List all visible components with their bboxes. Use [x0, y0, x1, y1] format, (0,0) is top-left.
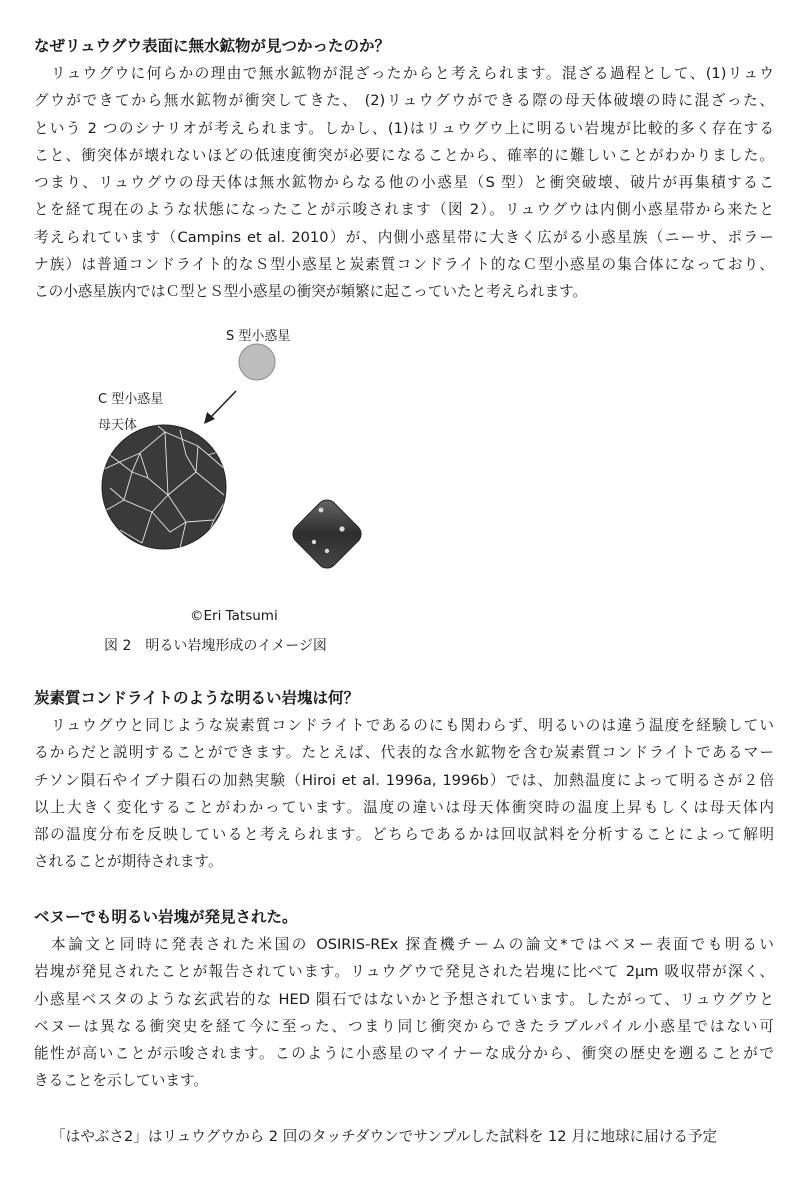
section-heading-bright-boulders: 炭素質コンドライトのような明るい岩塊は何？ — [34, 689, 360, 707]
paragraph-line: この小惑星族内ではＣ型とＳ型小惑星の衝突が頻繁に起こっていたと考えられます。 — [34, 283, 588, 301]
paragraph-line: きることを示しています。 — [34, 1072, 208, 1090]
paragraph-line: 部の温度分布を反映していると考えられます。どちらであるかは回収試料を分析することによって解明 — [34, 826, 774, 844]
paragraph-line: リュウグウと同じような炭素質コンドライトであるのにも関わらず、明るいのは違う温度を経験してい — [51, 717, 774, 734]
paragraph-hayabusa2 — [34, 1123, 774, 1150]
paragraph-line: るからだと説明することができます。たとえば、代表的な含水鉱物を含む炭素質コンドライトであるマー — [34, 744, 774, 762]
c-type-asteroid-label: C 型小惑星 — [98, 392, 164, 407]
paragraph-line: という 2 つのシナリオが考えられます。しかし、(1)はリュウグウ上に明るい岩塊が比較的多く存在する — [34, 119, 774, 137]
paragraph-line: 本論文と同時に発表された米国の OSIRIS-REx 探査機チームの論文*ではベヌー表面でも明るい — [51, 936, 774, 953]
paragraph-line: チソン隕石やイブナ隕石の加熱実験（Hiroi et al. 1996a, 1996b）では、加熱温度によって明るさが２倍 — [34, 771, 774, 789]
paragraph-line: とを経て現在のような状態になったことが示唆されます（図 2）。リュウグウは内側小惑星帯から来たと — [34, 201, 774, 219]
impact-arrow-icon — [204, 391, 236, 424]
paragraph-line: ナ族）は普通コンドライト的なＳ型小惑星と炭素質コンドライト的なＣ型小惑星の集合体になっており、 — [34, 256, 774, 274]
paragraph-line: リュウグウに何らかの理由で無水鉱物が混ざったからと考えられます。混ざる過程として、(1)リュウ — [51, 65, 774, 82]
paragraph-line: 小惑星ベスタのような玄武岩的な HED 隕石ではないかと予想されています。したがって、リュウグウと — [34, 990, 774, 1008]
section-heading-bennu: ベヌーでも明るい岩塊が発見された。 — [34, 908, 298, 926]
paragraph-line: されることが期待されます。 — [34, 853, 223, 871]
paragraph-line: 「はやぶさ2」はリュウグウから 2 回のタッチダウンでサンプルした試料を 12 月に地球に届ける予定 — [51, 1128, 718, 1145]
paragraph-line: 能性が高いことが示唆されます。このように小惑星のマイナーな成分から、衝突の歴史を遡ることがで — [34, 1045, 774, 1063]
paragraph-line: 岩塊が発見されたことが報告されています。リュウグウで発見された岩塊に比べて 2μm 吸収帯が深く、 — [34, 963, 774, 981]
figure-credit: ©Eri Tatsumi — [190, 608, 278, 624]
parent-body-label: 母天体 — [98, 418, 138, 433]
paragraph-line: ベヌーは異なる衝突史を経て今に至った、つまり同じ衝突からできたラブルパイル小惑星ではない可 — [34, 1017, 774, 1035]
paragraph-line: つまり、リュウグウの母天体は無水鉱物からなる他の小惑星（S 型）と衝突破壊、破片が再集積するこ — [34, 174, 774, 192]
paragraph-bright-boulders — [34, 712, 774, 876]
s-type-asteroid — [239, 344, 275, 380]
s-type-asteroid-label: S 型小惑星 — [226, 329, 291, 344]
paragraph-line: こと、衝突体が壊れないほどの低速度衝突が必要になることから、確率的に難しいことがわかりました。 — [34, 146, 774, 164]
rubble-pile-fragment — [289, 496, 365, 572]
section-heading-anhydrous: なぜリュウグウ表面に無水鉱物が見つかったのか？ — [34, 37, 391, 55]
paragraph-line: 以上大きく変化することがわかっています。温度の違いは母天体衝突時の温度上昇もしくは母天体内 — [34, 798, 774, 816]
paragraph-anhydrous — [34, 60, 774, 306]
paragraph-line: グウができてから無水鉱物が衝突してきた、 (2)リュウグウができる際の母天体破壊の時に混ざった、 — [34, 92, 774, 110]
collision-illustration — [0, 300, 803, 620]
paragraph-line: 考えられています（Campins et al. 2010）が、内側小惑星帯に大きく広がる小惑星族（ニーサ、ポラー — [34, 228, 774, 246]
c-type-parent-body — [102, 425, 226, 549]
paragraph-bennu — [34, 931, 774, 1095]
figure-caption: 図 2 明るい岩塊形成のイメージ図 — [104, 638, 327, 654]
